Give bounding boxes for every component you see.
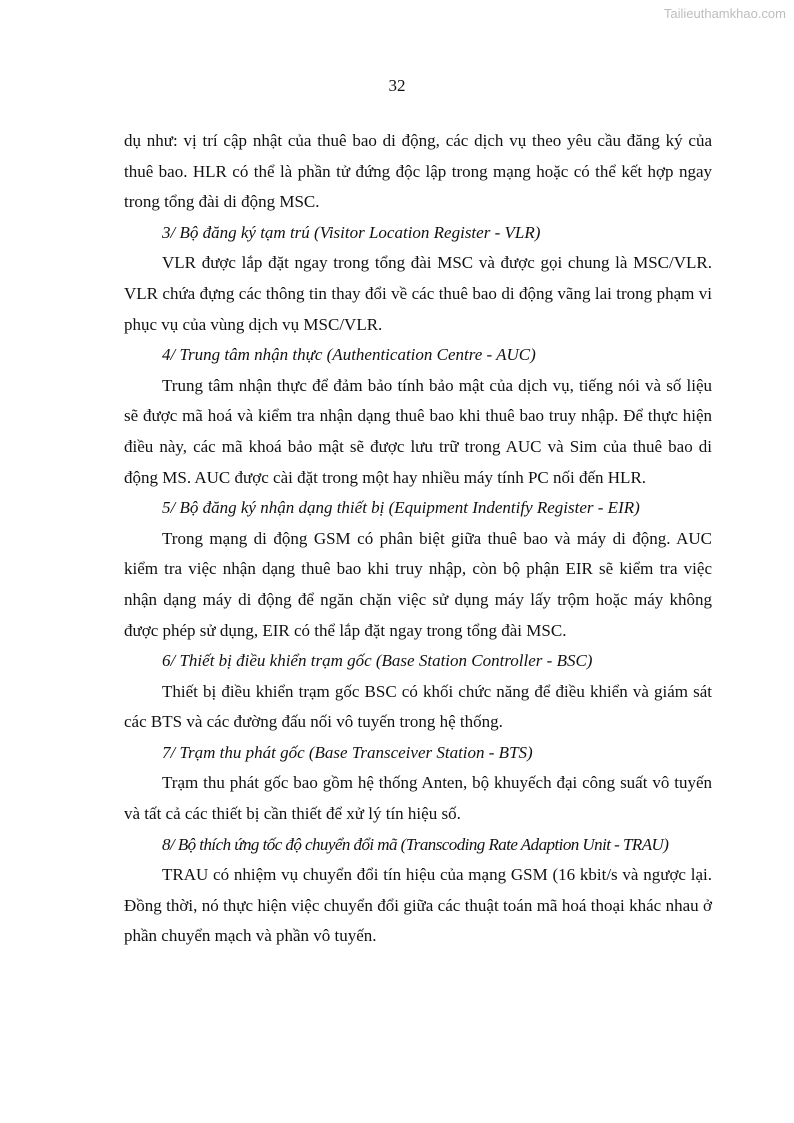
paragraph-hlr-continuation: dụ như: vị trí cập nhật của thuê bao di động, các dịch vụ theo yêu cầu đăng ký của thuê bao. HLR có thể là phần tử đứng độc lập trong mạng hoặc có thể kết hợp ngay trong tổng đài di động MSC. bbox=[124, 131, 712, 212]
paragraph-bsc: Thiết bị điều khiển trạm gốc BSC có khối chức năng để điều khiển và giám sát các BTS và các đường đấu nối vô tuyến trong hệ thống. bbox=[124, 681, 712, 732]
heading-bsc: 6/ Thiết bị điều khiển trạm gốc (Base Station Controller - BSC) bbox=[162, 651, 593, 671]
watermark: Tailieuthamkhao.com bbox=[663, 6, 786, 21]
paragraph-trau: TRAU có nhiệm vụ chuyển đổi tín hiệu của mạng GSM (16 kbit/s và ngược lại. Đồng thời, nó thực hiện việc chuyển đổi giữa các thuật toán mã hoá thoại khác nhau ở phần chuyển mạch và phần vô tuyến. bbox=[124, 865, 712, 946]
heading-trau: 8/ Bộ thích ứng tốc độ chuyển đổi mã (Transcoding Rate Adaption Unit - TRAU) bbox=[162, 834, 669, 854]
document-body bbox=[124, 126, 712, 952]
heading-eir: 5/ Bộ đăng ký nhận dạng thiết bị (Equipment Indentify Register - EIR) bbox=[162, 498, 640, 518]
heading-vlr: 3/ Bộ đăng ký tạm trú (Visitor Location Register - VLR) bbox=[162, 222, 541, 242]
page-number: 32 bbox=[388, 76, 406, 95]
paragraph-eir: Trong mạng di động GSM có phân biệt giữa thuê bao và máy di động. AUC kiểm tra việc nhận dạng thuê bao khi truy nhập, còn bộ phận EIR sẽ kiểm tra việc nhận dạng máy di động để ngăn chặn việc sử dụng máy lấy trộm hoặc máy không được phép sử dụng, EIR có thể lắp đặt ngay trong tổng đài MSC. bbox=[124, 528, 712, 640]
paragraph-vlr: VLR được lắp đặt ngay trong tổng đài MSC và được gọi chung là MSC/VLR. VLR chứa đựng các thông tin thay đổi về các thuê bao di động vãng lai trong phạm vi phục vụ của vùng dịch vụ MSC/VLR. bbox=[124, 253, 712, 334]
paragraph-auc: Trung tâm nhận thực để đảm bảo tính bảo mật của dịch vụ, tiếng nói và số liệu sẽ được mã hoá và kiểm tra nhận dạng thuê bao khi thuê bao truy nhập. Để thực hiện điều này, các mã khoá bảo mật sẽ được lưu trữ trong AUC và Sim của thuê bao di động MS. AUC được cài đặt trong một hay nhiều máy tính PC nối đến HLR. bbox=[124, 375, 712, 487]
heading-auc: 4/ Trung tâm nhận thực (Authentication Centre - AUC) bbox=[162, 345, 536, 365]
heading-bts: 7/ Trạm thu phát gốc (Base Transceiver Station - BTS) bbox=[162, 742, 533, 762]
paragraph-bts: Trạm thu phát gốc bao gồm hệ thống Anten, bộ khuyếch đại công suất vô tuyến và tất cả các thiết bị cần thiết để xử lý tín hiệu số. bbox=[124, 773, 712, 824]
